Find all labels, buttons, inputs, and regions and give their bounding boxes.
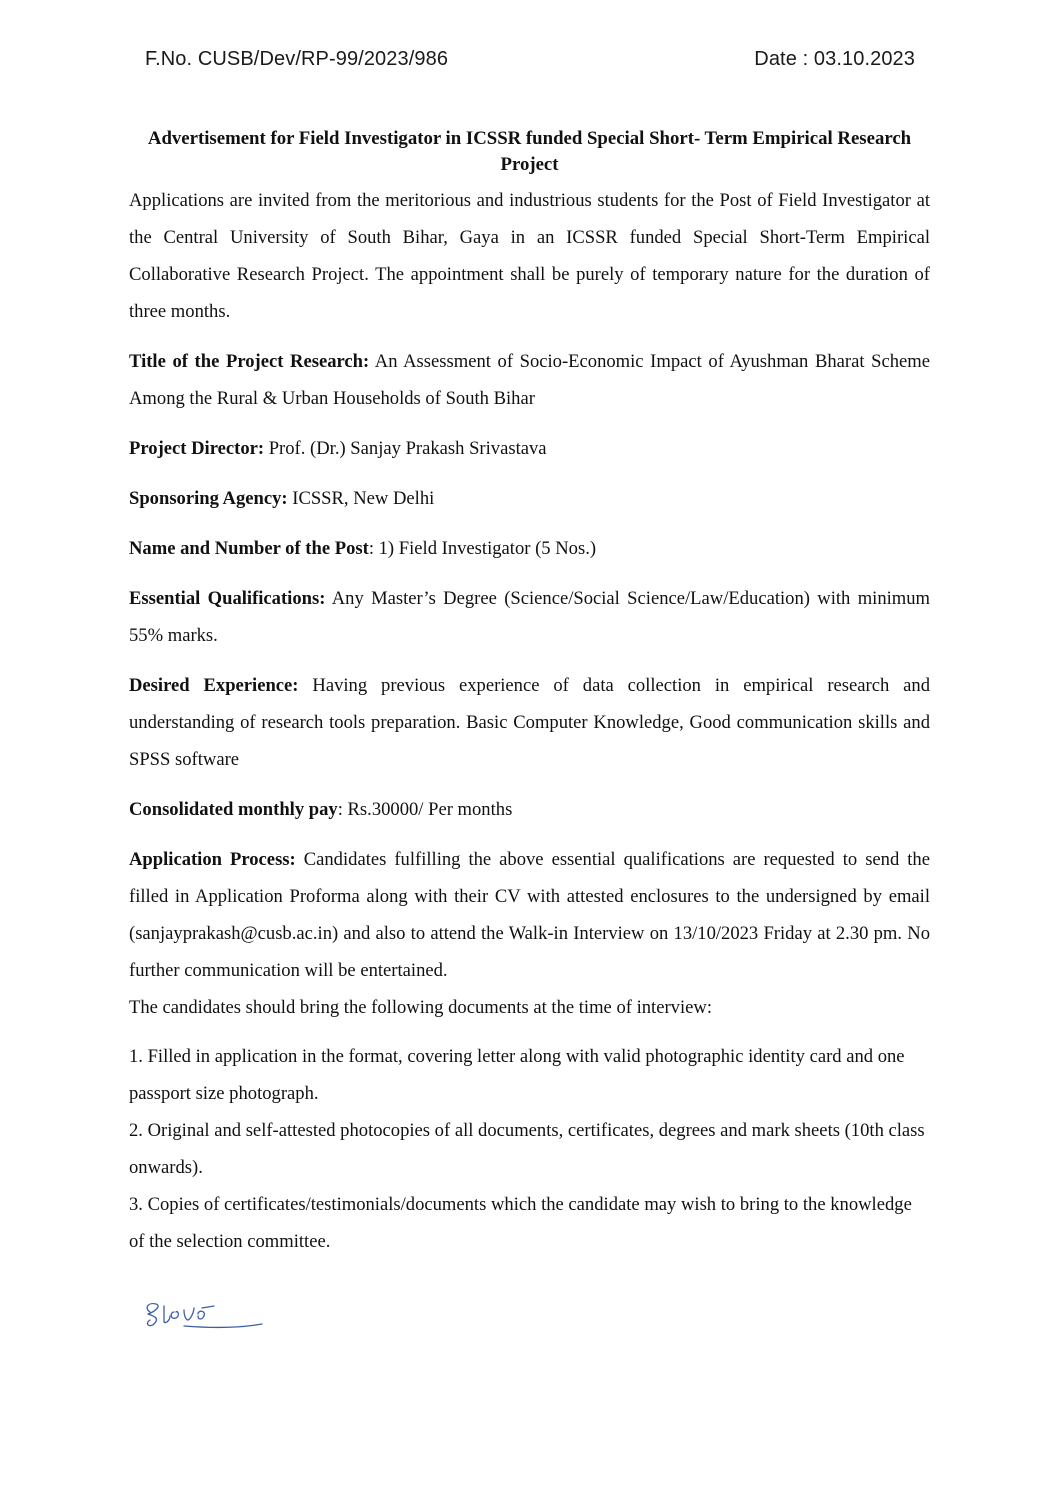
file-number: F.No. CUSB/Dev/RP-99/2023/986 <box>145 48 449 70</box>
experience-line <box>129 667 930 778</box>
experience-value: Having previous experience of data collection in empirical research and understanding of research tools preparation. Basic Computer Knowledge, Good communication skills and SPSS software <box>129 675 930 770</box>
pay-label: Consolidated monthly pay <box>129 799 338 820</box>
qualifications-label: Essential Qualifications: <box>129 588 326 609</box>
project-title-line <box>129 343 930 417</box>
project-director-value: Prof. (Dr.) Sanjay Prakash Srivastava <box>268 438 547 459</box>
handwritten-signature <box>140 1298 270 1334</box>
document-item: 3. Copies of certificates/testimonials/documents which the candidate may wish to bring to the knowledge of the selection committee. <box>129 1194 912 1252</box>
post-value: : 1) Field Investigator (5 Nos.) <box>368 538 597 559</box>
document-date: Date : 03.10.2023 <box>754 48 915 70</box>
qualifications-line <box>129 580 930 654</box>
post-line <box>129 530 930 567</box>
qualifications-value: Any Master’s Degree (Science/Social Science/Law/Education) with minimum 55% marks. <box>129 588 931 646</box>
document-item: 2. Original and self-attested photocopies of all documents, certificates, degrees and mark sheets (10th class onwards). <box>129 1120 925 1178</box>
sponsoring-agency-label: Sponsoring Agency: <box>129 488 288 509</box>
pay-value: : Rs.30000/ Per months <box>337 799 513 820</box>
post-label: Name and Number of the Post <box>129 538 369 559</box>
experience-label: Desired Experience: <box>129 675 299 696</box>
project-title-value: An Assessment of Socio-Economic Impact of Ayushman Bharat Scheme Among the Rural & Urban Households of South Bihar <box>129 351 930 409</box>
sponsoring-agency-value: ICSSR, New Delhi <box>292 488 435 509</box>
sponsoring-agency-line <box>129 480 930 517</box>
advertisement-title: Advertisement for Field Investigator in ICSSR funded Special Short- Term Empirical Research Project <box>147 128 912 175</box>
application-process-label: Application Process: <box>129 849 296 870</box>
intro-paragraph: Applications are invited from the meritorious and industrious students for the Post of Field Investigator at the Central University of South Bihar, Gaya in an ICSSR funded Special Short-Term Empirical Collaborative Research Project. The appointment shall be purely of temporary nature for the duration of three months. <box>129 190 930 322</box>
document-body <box>129 126 930 1260</box>
project-director-label: Project Director: <box>129 438 265 459</box>
project-director-line <box>129 430 930 467</box>
application-process-value: Candidates fulfilling the above essential qualifications are requested to send the filled in Application Proforma along with their CV with attested enclosures to the undersigned by email (sanjayprakash@cusb.ac.in) and also to attend the Walk-in Interview on 13/10/2023 Friday at 2.30 pm. No further communication will be entertained. <box>129 849 930 981</box>
document-item: 1. Filled in application in the format, covering letter along with valid photographic identity card and one passport size photograph. <box>129 1046 905 1104</box>
application-process-line <box>129 841 930 989</box>
documents-intro: The candidates should bring the following documents at the time of interview: <box>129 997 712 1018</box>
pay-line <box>129 791 930 828</box>
project-title-label: Title of the Project Research: <box>129 351 370 372</box>
